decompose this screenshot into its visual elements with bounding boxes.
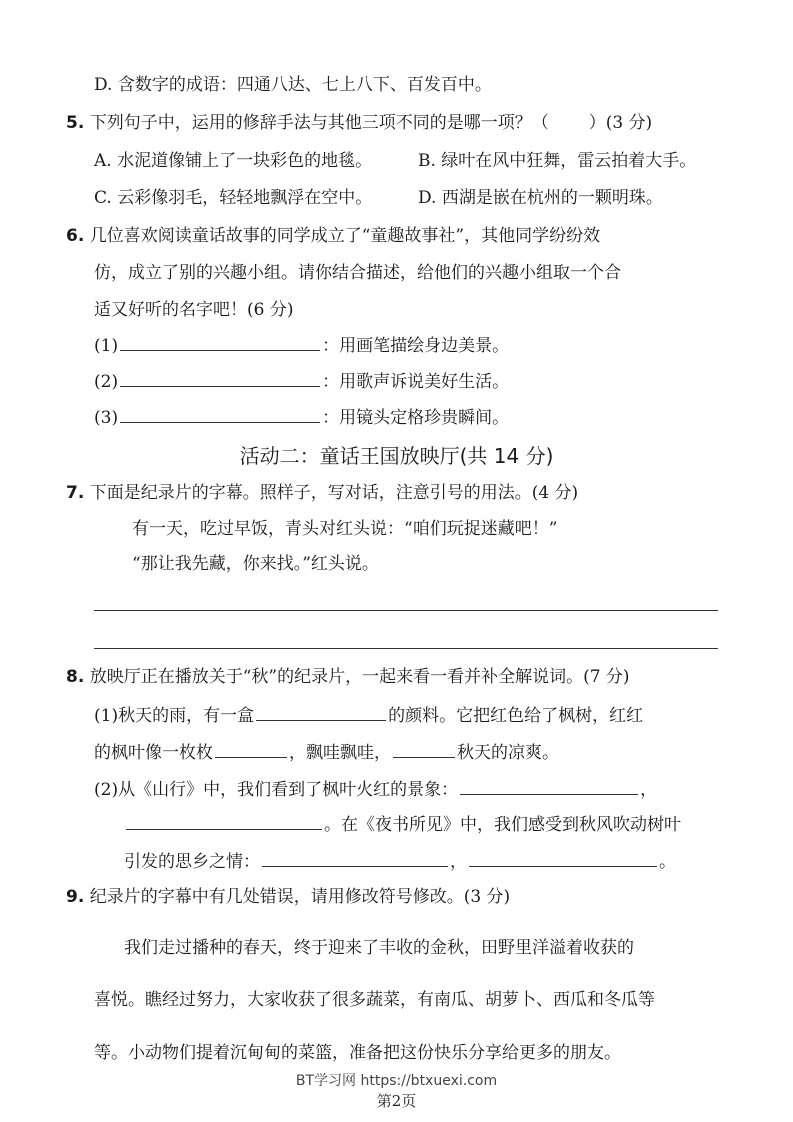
question-number: 5. bbox=[66, 113, 85, 133]
q5-option-b: B. 绿叶在风中狂舞，雷云拍着大手。 bbox=[418, 151, 697, 171]
answer-blank[interactable] bbox=[120, 333, 320, 351]
question-stem-line1: 几位喜欢阅读童话故事的同学成立了“童趣故事社”，其他同学纷纷效 bbox=[89, 226, 601, 246]
answer-blank[interactable] bbox=[256, 703, 386, 721]
question-number: 9. bbox=[66, 887, 85, 907]
q6-item-2 bbox=[94, 369, 509, 393]
item-label: (2) bbox=[94, 372, 119, 392]
question-stem: 下面是纪录片的字幕。照样子，写对话，注意引号的用法。(4 分) bbox=[89, 483, 579, 503]
q8-part2-line3 bbox=[124, 849, 676, 873]
question-9 bbox=[66, 886, 510, 908]
writing-line[interactable] bbox=[94, 648, 718, 649]
q4-option-d: D. 含数字的成语：四通八达、七上八下、百发百中。 bbox=[94, 75, 492, 95]
text: 。在《夜书所见》中，我们感受到秋风吹动树叶 bbox=[324, 815, 681, 835]
answer-blank[interactable] bbox=[215, 740, 287, 758]
text: ， bbox=[640, 780, 658, 800]
question-6 bbox=[66, 225, 600, 247]
answer-blank[interactable] bbox=[120, 369, 320, 387]
item-text: ：用画笔描绘身边美景。 bbox=[322, 336, 510, 356]
text: ， bbox=[450, 852, 467, 872]
q5-option-d: D. 西湖是嵌在杭州的一颗明珠。 bbox=[418, 188, 663, 208]
text: 的颜料。它把红色给了枫树，红红 bbox=[388, 706, 644, 726]
page-number: 第2页 bbox=[376, 1092, 417, 1110]
q7-example-line2: “那让我先藏，你来找。”红头说。 bbox=[132, 554, 379, 574]
question-7 bbox=[66, 482, 578, 504]
q6-item-3 bbox=[94, 405, 509, 429]
answer-blank[interactable] bbox=[120, 405, 320, 423]
text: 引发的思乡之情： bbox=[124, 852, 260, 872]
text: 秋天的凉爽。 bbox=[457, 743, 559, 763]
q8-part1-line1 bbox=[94, 703, 643, 727]
item-label: (3) bbox=[94, 408, 119, 428]
question-stem-line2: 仿，成立了别的兴趣小组。请你结合描述，给他们的兴趣小组取一个合 bbox=[94, 263, 621, 283]
q7-example-line1: 有一天，吃过早饭，青头对红头说：“咱们玩捉迷藏吧！” bbox=[132, 519, 558, 539]
text: 。 bbox=[659, 852, 676, 872]
answer-blank[interactable] bbox=[469, 849, 657, 867]
question-number: 7. bbox=[66, 483, 85, 503]
item-label: (1) bbox=[94, 336, 119, 356]
question-8 bbox=[66, 666, 630, 688]
q8-part1-line2 bbox=[94, 740, 559, 764]
question-score: ）(3 分) bbox=[588, 113, 653, 133]
text: (1)秋天的雨，有一盒 bbox=[94, 706, 255, 726]
q9-paragraph-line2: 喜悦。瞧经过努力，大家收获了很多蔬菜，有南瓜、胡萝卜、西瓜和冬瓜等 bbox=[94, 990, 655, 1010]
question-stem: 下列句子中，运用的修辞手法与其他三项不同的是哪一项？（ bbox=[89, 113, 549, 133]
text: (2)从《山行》中，我们看到了枫叶火红的景象： bbox=[94, 780, 459, 800]
section-title: 活动二：童话王国放映厅(共 14 分) bbox=[239, 444, 554, 468]
question-stem: 纪录片的字幕中有几处错误，请用修改符号修改。(3 分) bbox=[89, 887, 511, 907]
answer-blank[interactable] bbox=[262, 849, 448, 867]
question-stem: 放映厅正在播放关于“秋”的纪录片，一起来看一看并补全解说词。(7 分) bbox=[89, 667, 630, 687]
question-number: 8. bbox=[66, 667, 85, 687]
q6-item-1 bbox=[94, 333, 509, 357]
q5-option-a: A. 水泥道像铺上了一块彩色的地毯。 bbox=[94, 151, 373, 171]
text: ，飘哇飘哇， bbox=[289, 743, 391, 763]
question-5 bbox=[66, 112, 652, 134]
q8-part2-line2 bbox=[124, 812, 681, 836]
writing-line[interactable] bbox=[94, 610, 718, 611]
q8-part2-line1 bbox=[94, 777, 657, 801]
answer-blank[interactable] bbox=[126, 812, 322, 830]
q5-option-c: C. 云彩像羽毛，轻轻地飘浮在空中。 bbox=[94, 188, 373, 208]
q9-paragraph-line1: 我们走过播种的春天，终于迎来了丰收的金秋，田野里洋溢着收获的 bbox=[124, 938, 634, 958]
source-watermark: BT学习网 https://btxuexi.com bbox=[295, 1073, 498, 1089]
text: 的枫叶像一枚枚 bbox=[94, 743, 213, 763]
answer-blank[interactable] bbox=[393, 740, 455, 758]
question-number: 6. bbox=[66, 226, 85, 246]
item-text: ：用歌声诉说美好生活。 bbox=[322, 372, 510, 392]
item-text: ：用镜头定格珍贵瞬间。 bbox=[322, 408, 510, 428]
q9-paragraph-line3: 等。小动物们提着沉甸甸的菜篮，准备把这份快乐分享给更多的朋友。 bbox=[94, 1043, 621, 1063]
answer-blank[interactable] bbox=[460, 777, 638, 795]
question-stem-line3: 适又好听的名字吧！(6 分) bbox=[94, 300, 294, 320]
